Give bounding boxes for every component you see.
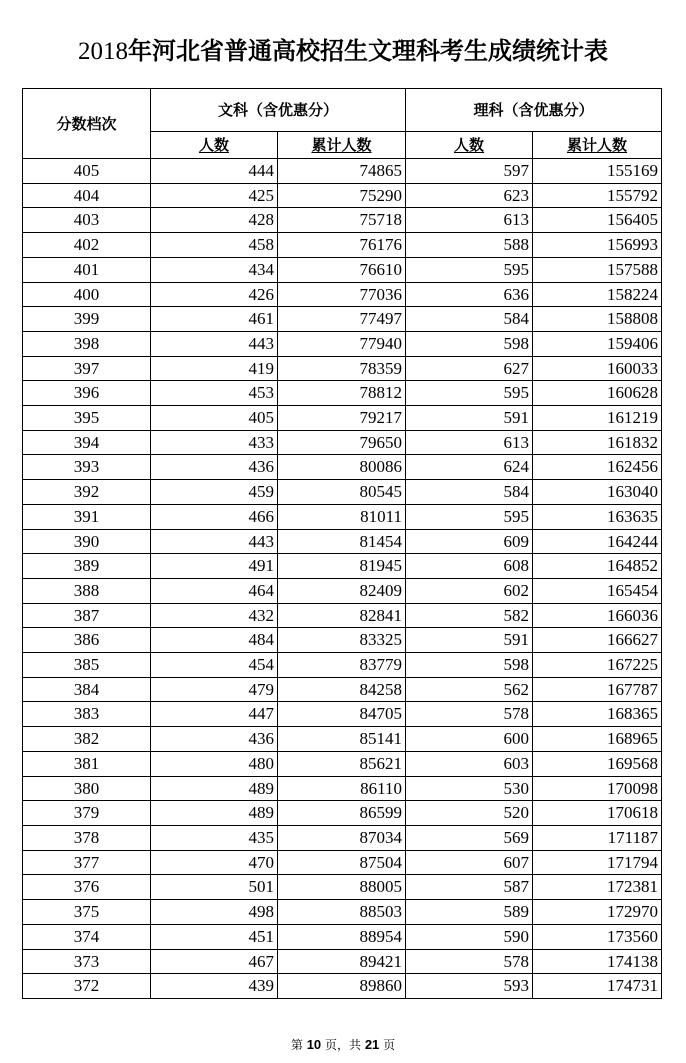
table-row [23,628,662,653]
li-cumulative-cell: 172970 [533,900,662,925]
table-row [23,282,662,307]
wen-cumulative-cell: 82409 [278,578,406,603]
li-cumulative-cell: 155169 [533,159,662,184]
li-count-cell: 588 [406,233,533,258]
footer-mid: 页，共 [321,1038,365,1052]
wen-cumulative-cell: 87034 [278,825,406,850]
wen-cumulative-cell: 81011 [278,504,406,529]
table-row [23,924,662,949]
wen-count-cell: 436 [151,455,278,480]
wen-cumulative-cell: 84705 [278,702,406,727]
wen-cumulative-cell: 75718 [278,208,406,233]
title-year: 2018 [78,38,128,65]
li-count-cell: 598 [406,331,533,356]
wen-cumulative-cell: 77940 [278,331,406,356]
li-cumulative-cell: 158808 [533,307,662,332]
li-cumulative-cell: 165454 [533,578,662,603]
wen-count-cell: 439 [151,974,278,999]
wen-count-cell: 491 [151,554,278,579]
wen-cumulative-cell: 78359 [278,356,406,381]
score-cell: 402 [23,233,151,258]
header-wenke: 文科（含优惠分） [151,89,406,132]
table-row [23,356,662,381]
wen-count-cell: 434 [151,257,278,282]
table-row [23,406,662,431]
score-cell: 390 [23,529,151,554]
score-cell: 397 [23,356,151,381]
li-count-cell: 598 [406,653,533,678]
wen-count-cell: 451 [151,924,278,949]
wen-cumulative-cell: 81945 [278,554,406,579]
li-cumulative-cell: 164244 [533,529,662,554]
score-cell: 387 [23,603,151,628]
wen-cumulative-cell: 83325 [278,628,406,653]
li-count-cell: 595 [406,257,533,282]
score-cell: 382 [23,727,151,752]
page-title [0,36,686,67]
li-cumulative-cell: 174138 [533,949,662,974]
li-cumulative-cell: 159406 [533,331,662,356]
page-footer [0,1036,686,1053]
table-row [23,257,662,282]
table-row [23,875,662,900]
table-row [23,381,662,406]
li-cumulative-cell: 158224 [533,282,662,307]
li-count-cell: 623 [406,183,533,208]
table-row [23,949,662,974]
score-cell: 384 [23,677,151,702]
score-cell: 393 [23,455,151,480]
score-cell: 374 [23,924,151,949]
wen-count-cell: 467 [151,949,278,974]
wen-cumulative-cell: 89421 [278,949,406,974]
wen-cumulative-cell: 85621 [278,751,406,776]
li-count-cell: 595 [406,504,533,529]
li-count-cell: 624 [406,455,533,480]
wen-count-cell: 405 [151,406,278,431]
wen-cumulative-cell: 89860 [278,974,406,999]
wen-count-cell: 453 [151,381,278,406]
li-cumulative-cell: 168365 [533,702,662,727]
li-cumulative-cell: 162456 [533,455,662,480]
li-count-cell: 589 [406,900,533,925]
li-count-cell: 607 [406,850,533,875]
li-cumulative-cell: 174731 [533,974,662,999]
wen-count-cell: 464 [151,578,278,603]
table-row [23,208,662,233]
footer-prefix: 第 [290,1038,307,1052]
score-cell: 395 [23,406,151,431]
li-count-cell: 602 [406,578,533,603]
wen-count-cell: 480 [151,751,278,776]
li-count-cell: 613 [406,430,533,455]
wen-count-cell: 428 [151,208,278,233]
li-count-cell: 591 [406,406,533,431]
footer-suffix: 页 [379,1038,396,1052]
li-cumulative-cell: 171794 [533,850,662,875]
li-cumulative-cell: 170098 [533,776,662,801]
table-row [23,850,662,875]
wen-count-cell: 479 [151,677,278,702]
li-count-cell: 562 [406,677,533,702]
score-cell: 388 [23,578,151,603]
wen-count-cell: 447 [151,702,278,727]
table-row [23,183,662,208]
score-cell: 376 [23,875,151,900]
score-cell: 378 [23,825,151,850]
li-cumulative-cell: 168965 [533,727,662,752]
header-li-count: 人数 [406,131,533,158]
li-cumulative-cell: 166627 [533,628,662,653]
li-cumulative-cell: 156405 [533,208,662,233]
li-count-cell: 603 [406,751,533,776]
score-table [22,88,662,999]
wen-cumulative-cell: 85141 [278,727,406,752]
wen-count-cell: 501 [151,875,278,900]
li-cumulative-cell: 172381 [533,875,662,900]
li-cumulative-cell: 163635 [533,504,662,529]
wen-cumulative-cell: 83779 [278,653,406,678]
li-count-cell: 530 [406,776,533,801]
table-row [23,751,662,776]
wen-count-cell: 425 [151,183,278,208]
score-cell: 383 [23,702,151,727]
table-row [23,331,662,356]
score-cell: 405 [23,159,151,184]
li-count-cell: 608 [406,554,533,579]
wen-count-cell: 444 [151,159,278,184]
wen-cumulative-cell: 88005 [278,875,406,900]
wen-cumulative-cell: 88503 [278,900,406,925]
table-row [23,825,662,850]
header-li-cumulative: 累计人数 [533,131,662,158]
score-cell: 386 [23,628,151,653]
li-count-cell: 636 [406,282,533,307]
wen-count-cell: 459 [151,480,278,505]
table-body [23,159,662,999]
li-count-cell: 520 [406,801,533,826]
wen-cumulative-cell: 75290 [278,183,406,208]
wen-count-cell: 466 [151,504,278,529]
wen-count-cell: 435 [151,825,278,850]
table-row [23,776,662,801]
wen-count-cell: 498 [151,900,278,925]
score-cell: 403 [23,208,151,233]
wen-cumulative-cell: 84258 [278,677,406,702]
score-cell: 391 [23,504,151,529]
wen-cumulative-cell: 77497 [278,307,406,332]
table-row [23,801,662,826]
wen-cumulative-cell: 81454 [278,529,406,554]
li-cumulative-cell: 157588 [533,257,662,282]
table-row [23,653,662,678]
wen-cumulative-cell: 82841 [278,603,406,628]
wen-count-cell: 461 [151,307,278,332]
footer-page: 10 [306,1037,322,1052]
wen-cumulative-cell: 77036 [278,282,406,307]
li-count-cell: 590 [406,924,533,949]
li-cumulative-cell: 163040 [533,480,662,505]
score-cell: 392 [23,480,151,505]
wen-count-cell: 433 [151,430,278,455]
header-wen-count: 人数 [151,131,278,158]
li-cumulative-cell: 167787 [533,677,662,702]
table-row [23,455,662,480]
wen-cumulative-cell: 86110 [278,776,406,801]
wen-count-cell: 454 [151,653,278,678]
li-cumulative-cell: 155792 [533,183,662,208]
table-row [23,974,662,999]
wen-count-cell: 432 [151,603,278,628]
table-row [23,603,662,628]
li-count-cell: 613 [406,208,533,233]
table-row [23,900,662,925]
score-cell: 396 [23,381,151,406]
wen-cumulative-cell: 87504 [278,850,406,875]
header-score: 分数档次 [23,89,151,159]
li-count-cell: 591 [406,628,533,653]
li-count-cell: 578 [406,702,533,727]
score-cell: 394 [23,430,151,455]
li-count-cell: 597 [406,159,533,184]
table-row [23,307,662,332]
wen-cumulative-cell: 88954 [278,924,406,949]
li-cumulative-cell: 173560 [533,924,662,949]
table-row [23,727,662,752]
score-cell: 380 [23,776,151,801]
wen-count-cell: 484 [151,628,278,653]
table-row [23,233,662,258]
wen-count-cell: 470 [151,850,278,875]
score-cell: 375 [23,900,151,925]
table-row [23,702,662,727]
wen-cumulative-cell: 74865 [278,159,406,184]
li-cumulative-cell: 160628 [533,381,662,406]
table-row [23,578,662,603]
wen-cumulative-cell: 79650 [278,430,406,455]
wen-cumulative-cell: 80086 [278,455,406,480]
table-row [23,504,662,529]
wen-count-cell: 443 [151,331,278,356]
li-cumulative-cell: 160033 [533,356,662,381]
li-count-cell: 600 [406,727,533,752]
score-cell: 379 [23,801,151,826]
score-cell: 399 [23,307,151,332]
score-cell: 377 [23,850,151,875]
li-count-cell: 569 [406,825,533,850]
table-row [23,529,662,554]
footer-total: 21 [364,1037,380,1052]
li-cumulative-cell: 156993 [533,233,662,258]
wen-count-cell: 443 [151,529,278,554]
wen-count-cell: 419 [151,356,278,381]
li-count-cell: 609 [406,529,533,554]
wen-cumulative-cell: 80545 [278,480,406,505]
li-count-cell: 587 [406,875,533,900]
li-cumulative-cell: 170618 [533,801,662,826]
li-cumulative-cell: 164852 [533,554,662,579]
table-row [23,159,662,184]
wen-cumulative-cell: 79217 [278,406,406,431]
li-count-cell: 584 [406,480,533,505]
wen-cumulative-cell: 78812 [278,381,406,406]
wen-cumulative-cell: 76610 [278,257,406,282]
li-count-cell: 582 [406,603,533,628]
wen-count-cell: 489 [151,801,278,826]
score-cell: 373 [23,949,151,974]
li-cumulative-cell: 161219 [533,406,662,431]
score-cell: 398 [23,331,151,356]
table-row [23,480,662,505]
li-count-cell: 595 [406,381,533,406]
score-cell: 385 [23,653,151,678]
li-cumulative-cell: 161832 [533,430,662,455]
table-row [23,430,662,455]
title-text: 年河北省普通高校招生文理科考生成绩统计表 [128,37,608,65]
li-count-cell: 584 [406,307,533,332]
wen-count-cell: 426 [151,282,278,307]
wen-count-cell: 436 [151,727,278,752]
score-cell: 381 [23,751,151,776]
li-cumulative-cell: 167225 [533,653,662,678]
wen-cumulative-cell: 86599 [278,801,406,826]
table-row [23,554,662,579]
li-count-cell: 627 [406,356,533,381]
wen-count-cell: 458 [151,233,278,258]
li-cumulative-cell: 166036 [533,603,662,628]
li-count-cell: 593 [406,974,533,999]
wen-count-cell: 489 [151,776,278,801]
li-cumulative-cell: 169568 [533,751,662,776]
score-cell: 401 [23,257,151,282]
table-row [23,677,662,702]
wen-cumulative-cell: 76176 [278,233,406,258]
header-wen-cumulative: 累计人数 [278,131,406,158]
score-cell: 400 [23,282,151,307]
li-count-cell: 578 [406,949,533,974]
header-like: 理科（含优惠分） [406,89,662,132]
score-cell: 372 [23,974,151,999]
li-cumulative-cell: 171187 [533,825,662,850]
score-cell: 389 [23,554,151,579]
score-cell: 404 [23,183,151,208]
